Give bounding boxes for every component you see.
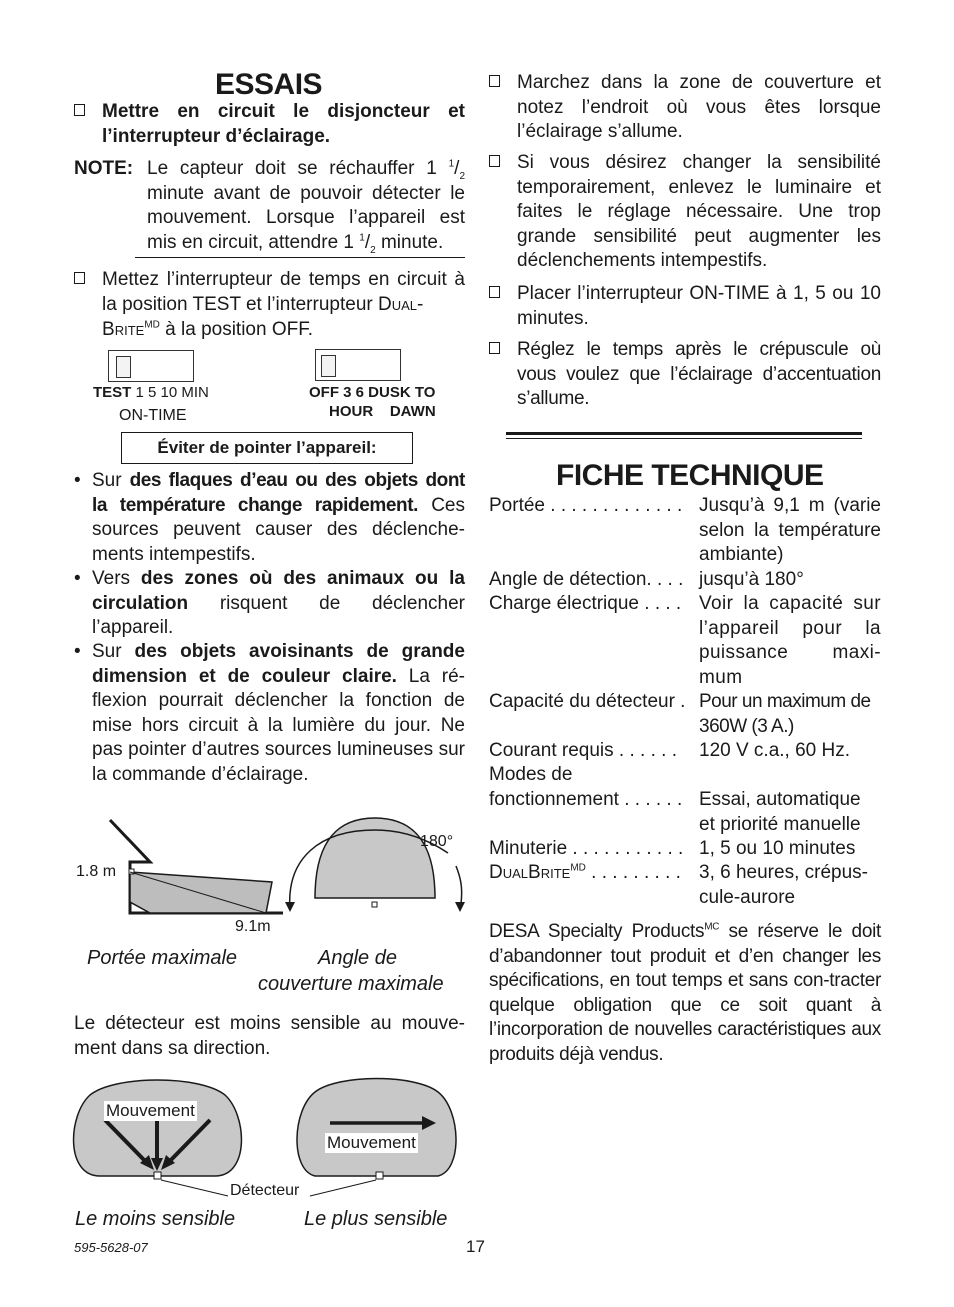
document-number: 595-5628-07 (74, 1240, 148, 1255)
essais-title: ESSAIS (215, 68, 323, 101)
desa-disclaimer: DESA Specialty Products$^{MC}$ se réserve le doit d’abandonner tout produit et d’en changer les spécifications, en tout temps et sans con-tracter quelque obligation que ce soit quant à l’incorporation de nouvelles caractéristiques aux produits déjà vendus. (489, 921, 881, 1065)
warning-box: Éviter de pointer l’appareil: (121, 432, 413, 464)
sensitivity-text: Le détecteur est moins sensible au mouve-ment dans sa direction. (74, 1013, 465, 1059)
note-divider (135, 257, 465, 258)
bullet-icon: • (74, 568, 81, 589)
dualbrite-switch[interactable] (315, 349, 401, 381)
section-divider-top (506, 432, 862, 435)
detector-label: Détecteur (230, 1182, 300, 1199)
bullet-icon: • (74, 470, 81, 491)
bullet-objects: • Sur des objets avoisinants de grande dimension et de couleur claire. La ré-flexion pourrait déclencher la fonction de mise hors circuit à la lumière du jour. Ne pas pointer d’autres sources lumineuses sur la commande d’éclairage. (74, 641, 465, 785)
movement-label-left: Mouvement (106, 1101, 195, 1120)
checklist-item-switch: Mettez l’interrupteur de temps en circuit à la position TEST et l’interrupteur DUAL- $BRITE^{MD}$ à la position OFF. (74, 268, 465, 344)
caption-max-angle-2: couverture maximale (258, 973, 444, 995)
checklist-item-sensitivity: Si vous désirez changer la sensibilité temporairement, enlevez le luminaire et faites le réglage nécessaire. Une trop grande sensibilité peut augmenter les déclenchements intempestifs. (489, 151, 881, 274)
bullet-animals: • Vers des zones où des animaux ou la circulation risquent de déclencher l’appareil. (74, 568, 465, 638)
switch-knob[interactable] (321, 355, 336, 377)
checkbox-icon (489, 286, 500, 298)
page-number: 17 (466, 1237, 485, 1256)
checkbox-icon (489, 342, 500, 354)
caption-max-angle-1: Angle de (318, 947, 397, 969)
section-divider-bottom (506, 438, 862, 439)
checklist-item-on-time: Placer l’interrupteur ON-TIME à 1, 5 ou 10 minutes. (489, 282, 881, 331)
height-label: 1.8 m (76, 863, 117, 880)
caption-least-sensitive: Le moins sensible (75, 1208, 236, 1230)
bullet-water: • Sur des flaques d’eau ou des objets dont la température change rapidement. Ces sources peuvent causer des déclenche-ments intempestifs. (74, 470, 465, 565)
checklist-item-dusk: Réglez le temps après le crépuscule où vous voulez que l’éclairage d’accentuation s’allume. (489, 338, 881, 412)
caption-max-range: Portée maximale (87, 947, 238, 969)
checkbox-icon (74, 272, 85, 284)
movement-label-right: Mouvement (327, 1133, 416, 1152)
switch-knob[interactable] (116, 356, 131, 378)
on-time-switch[interactable] (108, 350, 194, 382)
checklist-item-walk: Marchez dans la zone de couverture et notez l’endroit où vous êtes lorsque l’éclairage s’allume. (489, 71, 881, 145)
range-label: 9.1m (235, 918, 271, 935)
note-text: Le capteur doit se réchauffer 1 $^1/_2$ minute avant de pouvoir détecter le mouvement. Lorsque l’appareil est mis en circuit, attendre 1 $^1/_2$ minute. (147, 158, 466, 256)
angle-label: 180° (420, 833, 454, 850)
bullet-icon: • (74, 641, 81, 662)
note-label: NOTE: (74, 158, 134, 179)
coverage-angle-diagram (280, 808, 470, 918)
switch1-scale: TEST 1 5 10 MIN (93, 384, 209, 401)
switch1-label: ON-TIME (119, 407, 187, 424)
checkbox-icon (489, 75, 500, 87)
switch2-scale: OFF 3 6 DUSK TO (309, 384, 436, 401)
checkbox-icon (489, 155, 500, 167)
checklist-item-breaker: Mettre en circuit le disjoncteur et l’interrupteur d’éclairage. (74, 100, 465, 149)
switch2-label: HOUR DAWN (329, 403, 436, 420)
checkbox-icon (74, 104, 85, 116)
fiche-technique-title: FICHE TECHNIQUE (556, 459, 824, 492)
caption-most-sensitive: Le plus sensible (304, 1208, 448, 1230)
